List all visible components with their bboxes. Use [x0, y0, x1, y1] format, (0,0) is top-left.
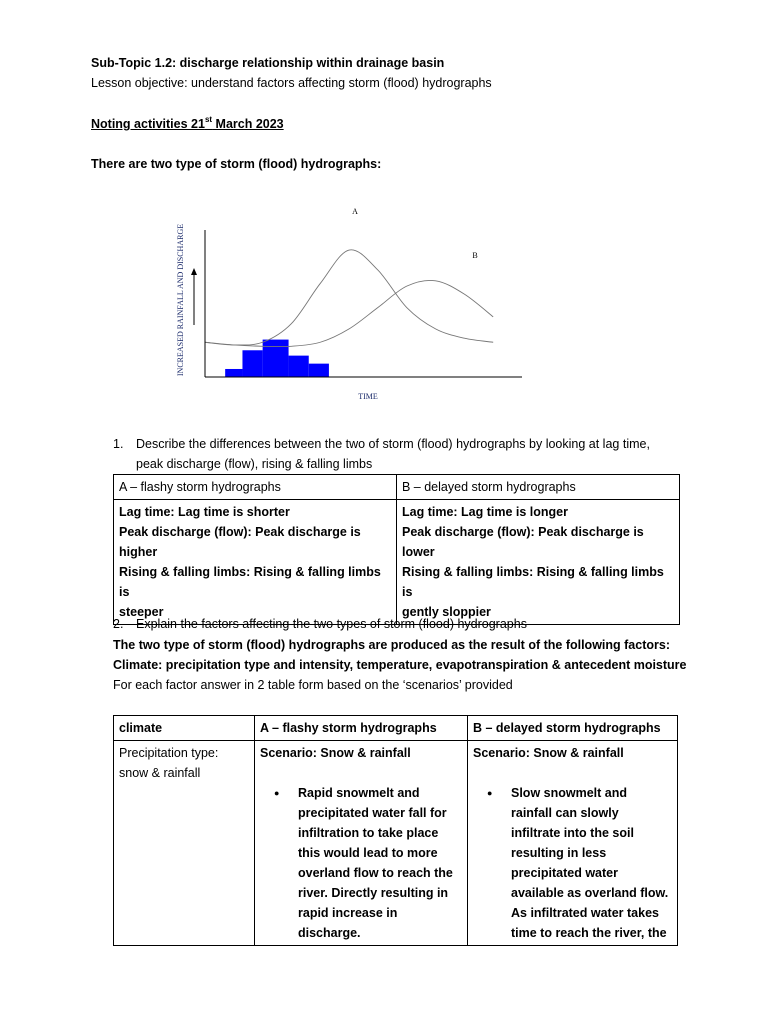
q2-scenario-a: Scenario: Snow & rainfall [260, 746, 411, 760]
q1-a-line3: Rising & falling limbs: Rising & falling limbs is [119, 565, 381, 599]
q2-a-line: this would lead to more [298, 846, 438, 860]
q2-text: Explain the factors affecting the two types of storm (flood) hydrographs [136, 617, 527, 631]
q2-a-line: discharge. [298, 926, 361, 940]
rainfall-bar [225, 369, 242, 377]
intro-text: There are two type of storm (flood) hydrographs: [91, 157, 382, 171]
q2-plain-line: For each factor answer in 2 table form based on the ‘scenarios’ provided [113, 678, 513, 692]
y-axis-label: INCREASED RAINFALL AND DISCHARGE [176, 223, 185, 377]
q1-head-a: A – flashy storm hydrographs [114, 475, 397, 500]
q2-head-a: A – flashy storm hydrographs [255, 716, 468, 741]
q2-head-b: B – delayed storm hydrographs [468, 716, 678, 741]
hydrograph-chart [170, 200, 530, 410]
q2-b-line: As infiltrated water takes [511, 906, 659, 920]
q2-a-line: infiltration to take place [298, 826, 439, 840]
q1-number: 1. [113, 437, 124, 451]
q2-cell-b [468, 741, 678, 946]
noting-suffix: March 2023 [212, 117, 284, 131]
q1-table [113, 474, 680, 625]
subtopic-title: Sub-Topic 1.2: discharge relationship within drainage basin [91, 56, 445, 70]
q2-factor-line1: Precipitation type: [119, 746, 219, 760]
q2-a-line: ● Rapid snowmelt and [298, 786, 420, 800]
q2-table [113, 715, 678, 946]
q2-b-line: available as overland flow. [511, 886, 669, 900]
q2-a-line: overland flow to reach the [298, 866, 453, 880]
q2-b-line: ● Slow snowmelt and [511, 786, 627, 800]
q2-cell-a [255, 741, 468, 946]
series-b-label: B [472, 251, 478, 260]
q2-bold-line2: Climate: precipitation type and intensity, temperature, evapotranspiration & antecedent moisture [113, 658, 687, 672]
lesson-objective: Lesson objective: understand factors affecting storm (flood) hydrographs [91, 76, 492, 90]
q1-text-line2: peak discharge (flow), rising & falling limbs [136, 457, 373, 471]
noting-date [91, 116, 284, 132]
q2-scenario-b: Scenario: Snow & rainfall [473, 746, 624, 760]
q2-b-line: time to reach the river, the [511, 926, 667, 940]
q1-a-line1: Lag time: Lag time is shorter [119, 505, 290, 519]
q2-b-line: rainfall can slowly [511, 806, 619, 820]
q2-a-line: precipitated water fall for [298, 806, 447, 820]
hydrograph-line-a [205, 250, 493, 345]
q1-cell-b [397, 500, 680, 625]
q2-head-climate: climate [114, 716, 255, 741]
noting-prefix: Noting activities 21 [91, 117, 205, 131]
q2-bold-line1: The two type of storm (flood) hydrographs are produced as the result of the following factors: [113, 638, 670, 652]
q1-b-line4: gently sloppier [402, 605, 491, 619]
q1-b-line1: Lag time: Lag time is longer [402, 505, 568, 519]
q2-number: 2. [113, 617, 124, 631]
q1-a-line4: steeper [119, 605, 164, 619]
rainfall-bar [242, 350, 262, 377]
rainfall-bar [263, 340, 289, 377]
q2-bullet-a [298, 783, 462, 943]
q2-factor-cell [114, 741, 255, 946]
q1-text-line1: Describe the differences between the two of storm (flood) hydrographs by looking at lag time, [136, 437, 650, 451]
q2-a-line: river. Directly resulting in [298, 886, 449, 900]
discharge-lines [205, 250, 493, 347]
q1-b-line2: Peak discharge (flow): Peak discharge is lower [402, 525, 644, 559]
q2-b-line: precipitated water [511, 866, 618, 880]
q1-head-b: B – delayed storm hydrographs [397, 475, 680, 500]
q1-b-line3: Rising & falling limbs: Rising & falling limbs is [402, 565, 664, 599]
q2-b-line: infiltrate into the soil [511, 826, 634, 840]
q1-a-line2: Peak discharge (flow): Peak discharge is higher [119, 525, 361, 559]
y-arrow-icon [191, 268, 197, 275]
q2-factor-line2: snow & rainfall [119, 766, 201, 780]
q1-cell-a [114, 500, 397, 625]
series-a-label: A [352, 207, 358, 216]
noting-sup: st [204, 115, 213, 124]
hydrograph-line-b [205, 280, 493, 346]
rainfall-bar [289, 356, 309, 377]
rainfall-bar [309, 364, 329, 377]
q2-bullet-list-a [260, 783, 462, 943]
q2-a-line: rapid increase in [298, 906, 398, 920]
q2-bullet-b [511, 783, 672, 943]
q2-b-line: resulting in less [511, 846, 607, 860]
x-axis-label: TIME [358, 392, 378, 401]
q2-bullet-list-b [473, 783, 672, 943]
